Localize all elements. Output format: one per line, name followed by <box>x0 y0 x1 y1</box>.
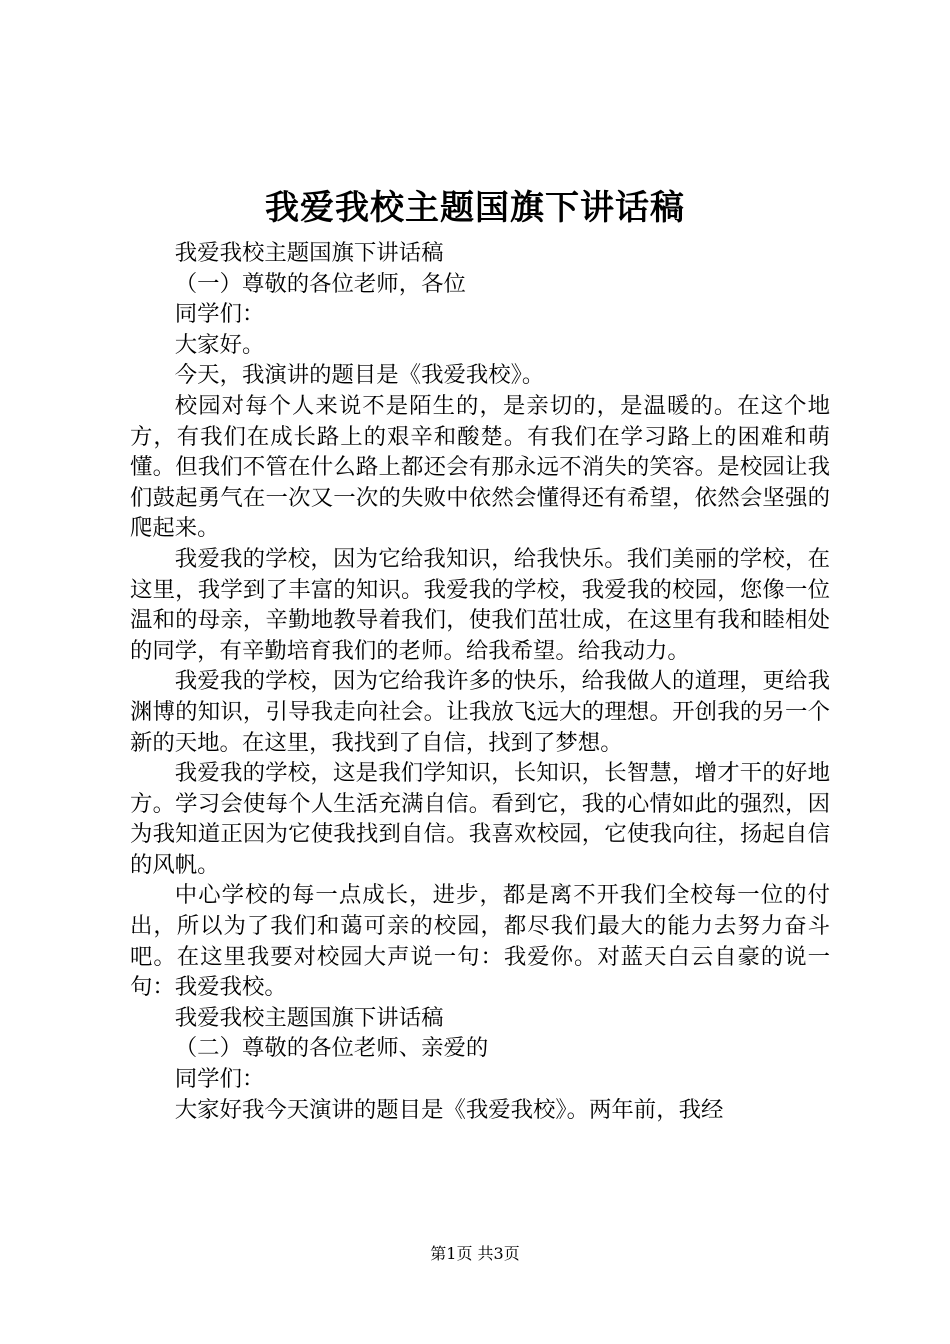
document-body <box>130 238 830 1125</box>
paragraph: 同学们： <box>174 1066 265 1093</box>
document-title: 我爱我校主题国旗下讲话稿 <box>265 188 685 228</box>
page-number: 第1页 共3页 <box>430 1244 520 1263</box>
paragraph: 今天，我演讲的题目是《我爱我校》。 <box>174 362 545 389</box>
paragraph: 大家好。 <box>174 331 265 358</box>
paragraph: （一）尊敬的各位老师，各位 <box>174 270 466 297</box>
paragraph: （二）尊敬的各位老师、亲爱的 <box>174 1035 489 1062</box>
paragraph: 我爱我校主题国旗下讲话稿 <box>174 1004 444 1031</box>
paragraph: 同学们： <box>174 301 265 328</box>
paragraph: 大家好我今天演讲的题目是《我爱我校》。两年前，我经 <box>174 1096 724 1123</box>
paragraph: 我爱我校主题国旗下讲话稿 <box>174 240 444 266</box>
paragraph: 校园对每个人来说不是陌生的，是亲切的，是温暖的。在这个地方，有我们在成长路上的艰辛和酸楚。有我们在学习路上的困难和萌懂。但我们不管在什么路上都还会有那永远不消失的笑容。是校园让我们鼓起勇气在一次又一次的失败中依然会懂得还有希望，依然会坚强的爬起来。 <box>130 392 830 542</box>
paragraph: 我爱我的学校，这是我们学知识，长知识，长智慧，增才干的好地方。学习会使每个人生活充满自信。看到它，我的心情如此的强烈，因为我知道正因为它使我找到自信。我喜欢校园，它使我向往，扬起自信的风帆。 <box>130 760 830 878</box>
paragraph: 我爱我的学校，因为它给我知识，给我快乐。我们美丽的学校，在这里，我学到了丰富的知识。我爱我的学校，我爱我的校园，您像一位温和的母亲，辛勤地教导着我们，使我们茁壮成，在这里有我和睦相处的同学，有辛勤培育我们的老师。给我希望。给我动力。 <box>130 545 830 664</box>
paragraph: 中心学校的每一点成长，进步，都是离不开我们全校每一位的付出，所以为了我们和蔼可亲的校园，都尽我们最大的能力去努力奋斗吧。在这里我要对校园大声说一句：我爱你。对蓝天白云自豪的说一句：我爱我校。 <box>130 882 830 1001</box>
paragraph: 我爱我的学校，因为它给我许多的快乐，给我做人的道理，更给我渊博的知识，引导我走向社会。让我放飞远大的理想。开创我的另一个新的天地。在这里，我找到了自信，找到了梦想。 <box>130 668 830 756</box>
page-footer <box>0 1242 950 1266</box>
